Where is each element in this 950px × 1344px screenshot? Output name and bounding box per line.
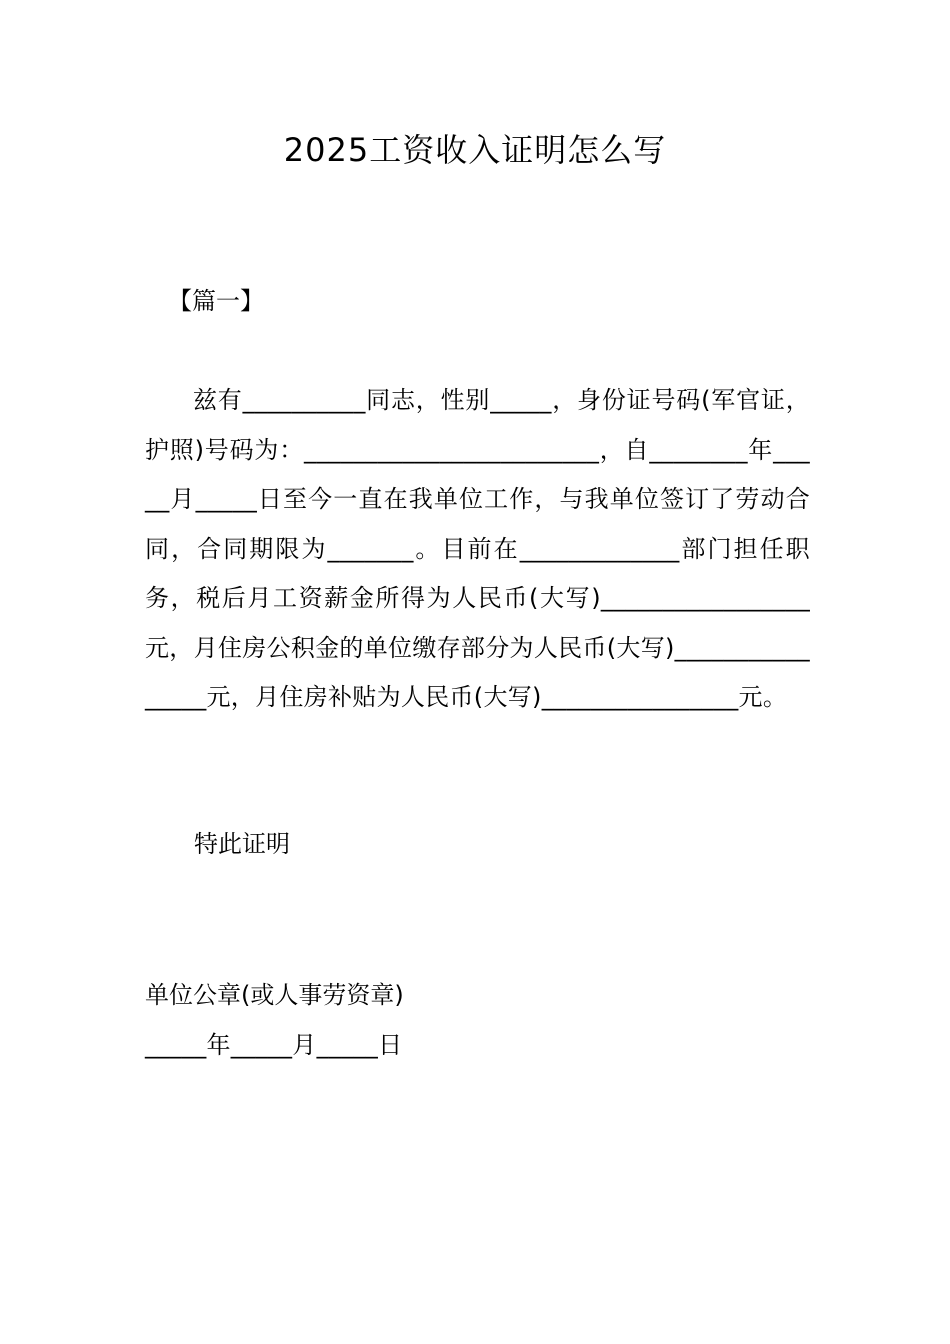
closing-text: 特此证明 — [194, 830, 290, 858]
date-line: _____年_____月_____日 — [145, 1031, 403, 1059]
document-title: 2025工资收入证明怎么写 — [283, 131, 667, 169]
certificate-body-paragraph: 兹有__________同志，性别_____，身份证号码(军官证，护照)号码为：________________________，自________年_____月_____日至今一直在我单位工作，与我单位签订了劳动合同，合同期限为_______。目前在_____________部门担任职务，税后月工资薪金所得为人民币(大写)_________________元，月住房公积金的单位缴存部分为人民币(大写)________________元，月住房补贴为人民币(大写)________________元。 — [145, 386, 810, 711]
company-seal-line: 单位公章(或人事劳资章) — [145, 981, 404, 1009]
section-heading: 【篇一】 — [168, 287, 264, 315]
